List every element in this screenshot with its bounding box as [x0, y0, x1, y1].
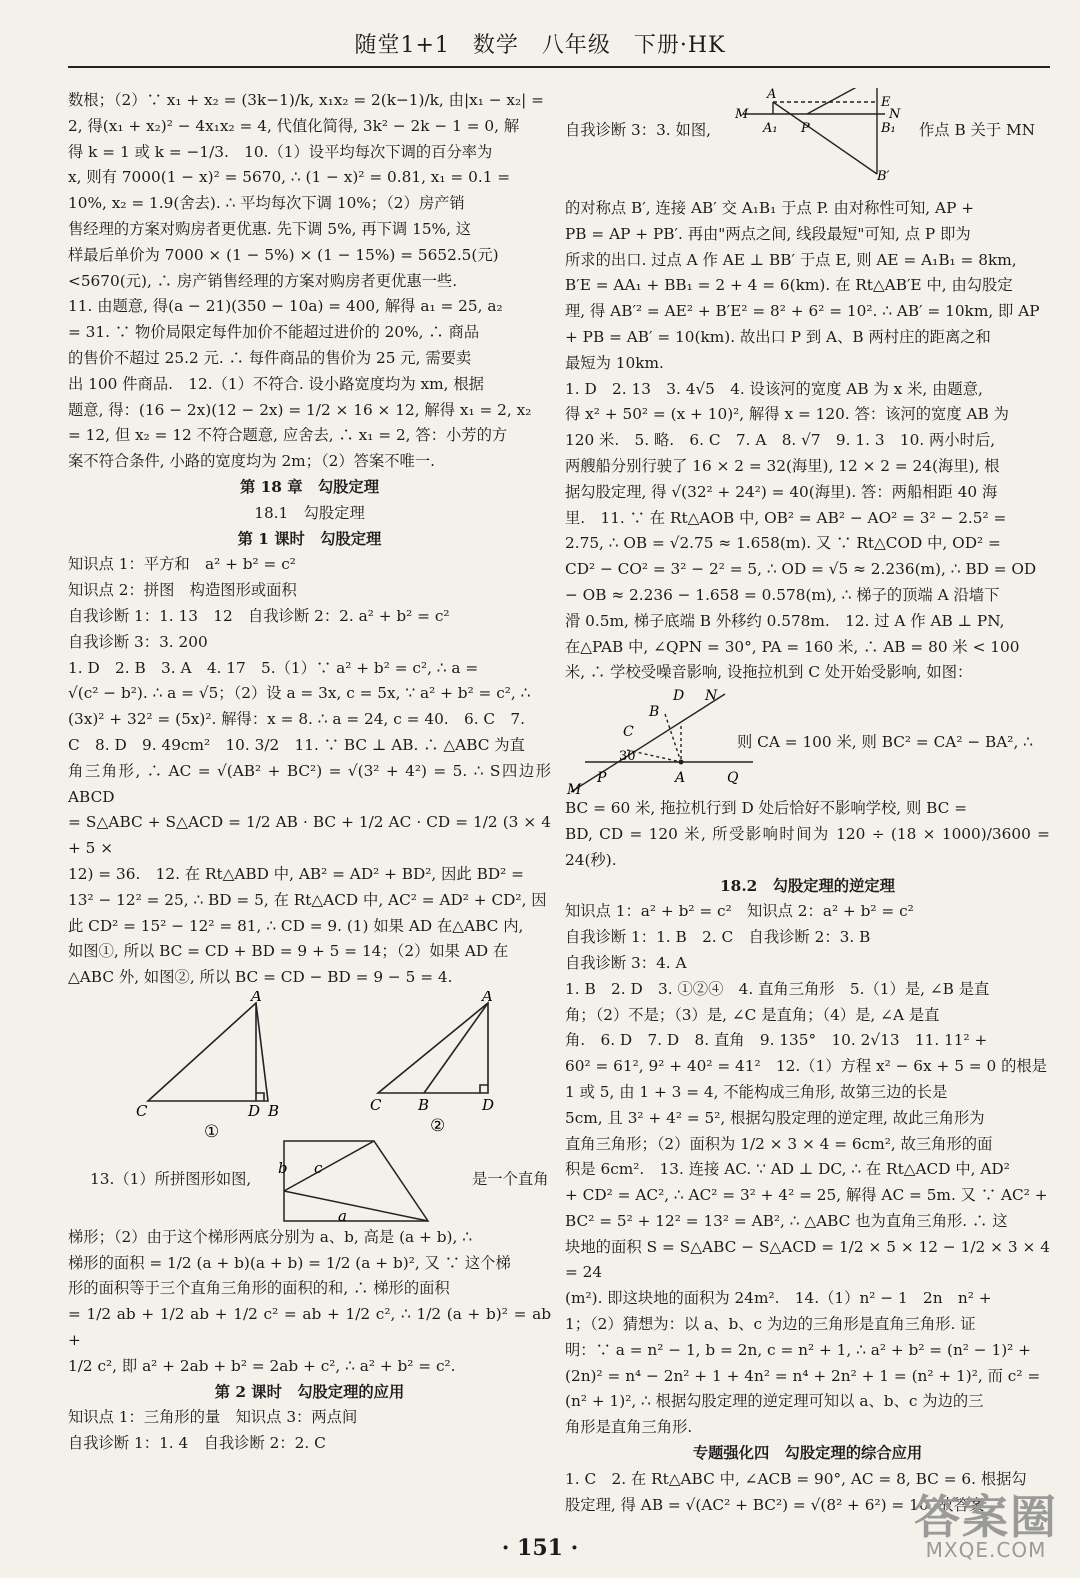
fig1-label-B: B	[268, 1101, 280, 1120]
text-line: 1；（2）猜想为：以 a、b、c 为边的三角形是直角三角形. 证	[565, 1315, 976, 1334]
text-line: 两艘船分别行驶了 16 × 2 = 32(海里), 12 × 2 = 24(海里), 根	[565, 456, 1000, 475]
figure-1	[148, 1003, 268, 1101]
text-line: 积是 6cm². 13. 连接 AC. ∵ AD ⊥ DC, ∴ 在 Rt△ACD 中, AD²	[565, 1160, 1010, 1179]
header-rule	[68, 66, 1050, 68]
text-line: = 1/2 ab + 1/2 ab + 1/2 c² = ab + 1/2 c², ∴ 1/2 (a + b)² = ab +	[68, 1305, 551, 1350]
trap-label-c: c	[314, 1158, 323, 1177]
text-line: 11. 由题意, 得(a − 21)(350 − 10a) = 400, 解得 a₁ = 25, a₂	[68, 297, 503, 316]
mirror-A1: A₁	[763, 121, 778, 136]
mirror-B: B	[873, 75, 883, 90]
text-line: 角三角形, ∴ AC = √(AB² + BC²) = √(3² + 4²) = 5. ∴ S四边形ABCD	[68, 761, 551, 806]
text-line: 知识点 1：a² + b² = c² 知识点 2：a² + b² = c²	[565, 902, 914, 921]
trapezoid-figure	[278, 1139, 478, 1225]
text-line: CD² − CO² = 3² − 2² = 5, ∴ OD = √5 ≈ 2.236(m), ∴ BD = OD	[565, 560, 1037, 579]
text-line: △ABC 外, 如图②, 所以 BC = CD − BD = 9 − 5 = 4.	[68, 968, 453, 987]
section2-title: 18.2 勾股定理的逆定理	[720, 876, 895, 895]
text-line: (2n)² = n⁴ − 2n² + 1 + 4n² = n⁴ + 2n² + 1 = (n² + 1)², 而 c² =	[565, 1366, 1041, 1385]
text-line: 1. D 2. B 3. A 4. 17 5.（1）∵ a² + b² = c², ∴ a =	[68, 658, 479, 677]
trap-label-a: a	[338, 1206, 347, 1225]
text-line: 梯形；（2）由于这个梯形两底分别为 a、b, 高是 (a + b), ∴	[68, 1227, 472, 1246]
text-line: = 31. ∵ 物价局限定每件加价不能超过进价的 20%, ∴ 商品	[68, 323, 480, 342]
text-line: C 8. D 9. 49cm² 10. 3/2 11. ∵ BC ⊥ AB. ∴ △ABC 为直	[68, 735, 525, 754]
text-line: x, 则有 7000(1 − x)² = 5670, ∴ (1 − x)² = 0.81, x₁ = 0.1 =	[68, 168, 511, 187]
figure-2	[378, 1003, 488, 1093]
mirror-M: M	[735, 107, 749, 122]
tractor-B: B	[649, 704, 660, 721]
mirror-E: E	[881, 95, 891, 110]
text-line: 米, ∴ 学校受噪音影响, 设拖拉机到 C 处开始受影响, 如图：	[565, 663, 973, 682]
text-line: B′E = AA₁ + BB₁ = 2 + 4 = 6(km). 在 Rt△AB′E 中, 由勾股定	[565, 276, 1013, 295]
text-line: 售经理的方案对购房者更优惠. 先下调 5%, 再下调 15%, 这	[68, 219, 472, 238]
text-line: 60² = 61², 9² + 40² = 41² 12.（1）方程 x² − 6x + 5 = 0 的根是	[565, 1057, 1047, 1076]
fig1-label-D: D	[248, 1101, 261, 1120]
right-block-1	[565, 196, 1050, 686]
text-line: 知识点 2：拼图 构造图形或面积	[68, 581, 297, 600]
text-line: (m²). 即这块地的面积为 24m². 14.（1）n² − 1 2n n² +	[565, 1289, 992, 1308]
text-line: 1. C 2. 在 Rt△ABC 中, ∠ACB = 90°, AC = 8, BC = 6. 根据勾	[565, 1469, 1027, 1488]
mirror-Bprime: B′	[877, 169, 890, 182]
text-line: (3x)² + 32² = (5x)². 解得：x = 8. ∴ a = 24, c = 40. 6. C 7.	[68, 710, 526, 729]
mirror-B1: B₁	[881, 121, 896, 136]
text-line: 自我诊断 1：1. B 2. C 自我诊断 2：3. B	[565, 928, 871, 947]
fig1-label-A: A	[251, 990, 262, 1005]
text-line: − OB ≈ 2.236 − 1.658 = 0.578(m), ∴ 梯子的顶端 A 沿墙下	[565, 585, 1000, 604]
page-header: 随堂1+1 数学 八年级 下册·HK	[354, 33, 726, 58]
fig2-caption: ②	[430, 1115, 446, 1136]
text-line: 知识点 1：平方和 a² + b² = c²	[68, 555, 296, 574]
text-line: 样最后单价为 7000 × (1 − 5%) × (1 − 15%) = 5652.5(元)	[68, 245, 499, 264]
mirror-row	[565, 75, 1050, 196]
left-block-2	[68, 552, 551, 991]
text-line: 1/2 c², 即 a² + 2ab + b² = 2ab + c², ∴ a² + b² = c².	[68, 1356, 456, 1375]
tractor-M: M	[567, 782, 582, 797]
fig2-label-D: D	[482, 1095, 495, 1114]
text-line: 的售价不超过 25.2 元. ∴ 每件商品的售价为 25 元, 需要卖	[68, 348, 472, 367]
text-line: 所求的出口. 过点 A 作 AE ⊥ BB′ 于点 E, 则 AE = A₁B₁ = 8km,	[565, 250, 1017, 269]
text-line: 得 k = 1 或 k = −1/3. 10.（1）设平均每次下调的百分率为	[68, 142, 493, 161]
text-line: 自我诊断 3：3. 200	[68, 632, 208, 651]
fig1-label-C: C	[136, 1101, 148, 1120]
text-line: 10%, x₂ = 1.9(舍去). ∴ 平均每次下调 10%；（2）房产销	[68, 194, 465, 213]
left-column	[68, 88, 551, 1528]
left-block-4	[68, 1405, 551, 1457]
text-line: 自我诊断 1：1. 4 自我诊断 2：2. C	[68, 1434, 326, 1453]
q3-tail: 作点 B 关于 MN	[919, 121, 1036, 139]
text-line: 12) = 36. 12. 在 Rt△ABD 中, AB² = AD² + BD², 因此 BD² =	[68, 864, 524, 883]
left-block-3	[68, 1225, 551, 1380]
text-line: 知识点 1：三角形的量 知识点 3：两点间	[68, 1408, 358, 1427]
text-line: + CD² = AC², ∴ AC² = 3² + 4² = 25, 解得 AC = 5m. 又 ∵ AC² +	[565, 1186, 1048, 1205]
right-column	[565, 75, 1050, 1528]
tractor-C: C	[623, 724, 634, 741]
tractor-figure	[565, 686, 755, 796]
text-line: 里. 11. ∵ 在 Rt△AOB 中, OB² = AB² − AO² = 3² − 2.5² =	[565, 508, 1007, 527]
triangle-figures	[68, 991, 551, 1139]
q13-tail: 是一个直角	[472, 1169, 549, 1188]
text-line: 角形是直角三角形.	[565, 1418, 693, 1437]
watermark-url: MXQE.COM	[925, 1538, 1047, 1562]
right-block-3	[565, 899, 1050, 1441]
text-line: 滑 0.5m, 梯子底端 B 外移约 0.578m. 12. 过 A 作 AB ⊥ PN,	[565, 611, 1005, 630]
text-line: 的对称点 B′, 连接 AB′ 交 A₁B₁ 于点 P. 由对称性可知, AP +	[565, 199, 975, 217]
text-line: 1. D 2. 13 3. 4√5 4. 设该河的宽度 AB 为 x 米, 由题意,	[565, 379, 983, 398]
text-line: 5cm, 且 3² + 4² = 5², 根据勾股定理的逆定理, 故此三角形为	[565, 1108, 985, 1127]
chapter-title: 第 18 章 勾股定理	[239, 477, 380, 496]
section3-title: 专题强化四 勾股定理的综合应用	[692, 1444, 923, 1463]
q13-head: 13.（1）所拼图形如图,	[90, 1169, 252, 1188]
text-line: 2, 得(x₁ + x₂)² − 4x₁x₂ = 4, 代值化简得, 3k² − 2k − 1 = 0, 解	[68, 116, 520, 135]
lesson-title: 第 1 课时 勾股定理	[237, 529, 382, 548]
tractor-Q: Q	[727, 770, 739, 787]
text-line: 案不符合条件, 小路的宽度均为 2m；（2）答案不唯一.	[68, 452, 436, 471]
text-line: 在△PAB 中, ∠QPN = 30°, PA = 160 米, ∴ AB = 80 米 < 100	[565, 637, 1020, 656]
text-line: 股定理, 得 AB = √(AC² + BC²) = √(8² + 6²) = 10, 故答案	[565, 1495, 985, 1514]
text-line: PB = AP + PB′. 再由"两点之间, 线段最短"可知, 点 P 即为	[565, 224, 971, 243]
text-line: 最短为 10km.	[565, 353, 664, 372]
q3-head: 自我诊断 3：3. 如图,	[565, 121, 711, 139]
tractor-D: D	[673, 688, 685, 705]
mirror-P: P	[801, 121, 810, 136]
text-line: + PB = AB′ = 10(km). 故出口 P 到 A、B 两村庄的距离之和	[565, 327, 991, 346]
left-block-1	[68, 88, 551, 475]
fig2-label-B: B	[418, 1095, 430, 1114]
text-line: 自我诊断 1：1. 13 12 自我诊断 2：2. a² + b² = c²	[68, 606, 450, 625]
mirror-A: A	[767, 87, 777, 102]
text-line: <5670(元), ∴ 房产销售经理的方案对购房者更优惠一些.	[68, 271, 458, 290]
mirror-N: N	[889, 107, 901, 122]
text-line: 得 x² + 50² = (x + 10)², 解得 x = 120. 答：该河的宽度 AB 为	[565, 405, 1009, 424]
fig2-label-C: C	[370, 1095, 382, 1114]
right-block-2	[565, 796, 1050, 873]
text-line: BC² = 5² + 12² = 13² = AB², ∴ △ABC 也为直角三角形. ∴ 这	[565, 1211, 1008, 1230]
tractor-row	[565, 686, 1050, 796]
page-number: · 151 ·	[501, 1535, 579, 1561]
text-line: 角；（2）不是；（3）是, ∠C 是直角；（4）是, ∠A 是直	[565, 1005, 940, 1024]
text-line: 自我诊断 3：4. A	[565, 953, 687, 972]
watermark-logo	[914, 1490, 1058, 1562]
section-title: 18.1 勾股定理	[254, 503, 365, 522]
text-line: 块地的面积 S = S△ABC − S△ACD = 1/2 × 5 × 12 − 1/2 × 3 × 4 = 24	[565, 1237, 1050, 1282]
fig2-label-A: A	[482, 990, 493, 1005]
text-line: (n² + 1)², ∴ 根据勾股定理的逆定理可知以 a、b、c 为边的三	[565, 1392, 984, 1411]
trapezoid-row	[68, 1139, 551, 1225]
text-line: 1. B 2. D 3. ①②④ 4. 直角三角形 5.（1）是, ∠B 是直	[565, 979, 990, 998]
text-line: 13² − 12² = 25, ∴ BD = 5, 在 Rt△ACD 中, AC² = AD² + CD², 因	[68, 890, 547, 909]
text-line: √(c² − b²). ∴ a = √5；（2）设 a = 3x, c = 5x, ∵ a² + b² = c², ∴	[68, 684, 531, 703]
q12-after-figure: 则 CA = 100 米, 则 BC² = CA² − BA², ∴	[737, 733, 1033, 752]
text-line: 2.75, ∴ OB = √2.75 ≈ 1.658(m). 又 ∵ Rt△COD 中, OD² =	[565, 534, 1001, 553]
text-line: BC = 60 米, 拖拉机行到 D 处后恰好不影响学校, 则 BC =	[565, 799, 968, 818]
text-line: 形的面积等于三个直角三角形的面积的和, ∴ 梯形的面积	[68, 1279, 450, 1298]
mirror-figure	[735, 75, 915, 182]
text-line: 题意, 得：(16 − 2x)(12 − 2x) = 1/2 × 16 × 12, 解得 x₁ = 2, x₂	[68, 400, 532, 419]
text-line: 出 100 件商品. 12.（1）不符合. 设小路宽度均为 xm, 根据	[68, 374, 484, 393]
tractor-angle: 30	[619, 749, 636, 765]
text-line: 明：∵ a = n² − 1, b = 2n, c = n² + 1, ∴ a² + b² = (n² − 1)² +	[565, 1340, 1031, 1359]
trap-label-b: b	[278, 1158, 288, 1177]
text-line: 120 米. 5. 略. 6. C 7. A 8. √7 9. 1. 3 10. 两小时后,	[565, 431, 996, 450]
text-line: 1 或 5, 由 1 + 3 = 4, 不能构成三角形, 故第三边的长是	[565, 1082, 948, 1101]
text-line: BD, CD = 120 米, 所受影响时间为 120 ÷ (18 × 1000)/3600 = 24(秒).	[565, 824, 1050, 869]
text-line: 角. 6. D 7. D 8. 直角 9. 135° 10. 2√13 11. 11² +	[565, 1031, 988, 1050]
text-line: = S△ABC + S△ACD = 1/2 AB · BC + 1/2 AC · CD = 1/2 (3 × 4 + 5 ×	[68, 813, 551, 858]
text-line: 梯形的面积 = 1/2 (a + b)(a + b) = 1/2 (a + b)², 又 ∵ 这个梯	[68, 1253, 511, 1272]
tractor-A: A	[675, 770, 686, 787]
text-line: = 12, 但 x₂ = 12 不符合题意, 应舍去, ∴ x₁ = 2, 答：小芳的方	[68, 426, 508, 445]
text-line: 直角三角形；（2）面积为 1/2 × 3 × 4 = 6cm², 故三角形的面	[565, 1134, 993, 1153]
watermark-text: 答案圈	[914, 1490, 1058, 1544]
tractor-P: P	[597, 770, 607, 787]
text-line: 此 CD² = 15² − 12² = 81, ∴ CD = 9. (1) 如果 AD 在△ABC 内,	[68, 916, 524, 935]
tractor-N: N	[705, 688, 718, 705]
text-line: 据勾股定理, 得 √(32² + 24²) = 40(海里). 答：两船相距 40 海	[565, 482, 998, 501]
fig1-caption: ①	[204, 1121, 220, 1139]
text-line: 如图①, 所以 BC = CD + BD = 9 + 5 = 14；（2）如果 AD 在	[68, 942, 509, 961]
lesson2-title: 第 2 课时 勾股定理的应用	[214, 1382, 405, 1401]
text-line: 理, 得 AB′² = AE² + B′E² = 8² + 6² = 10². ∴ AB′ = 10km, 即 AP	[565, 302, 1040, 321]
text-line: 数根；（2）∵ x₁ + x₂ = (3k−1)/k, x₁x₂ = 2(k−1)/k, 由|x₁ − x₂| =	[68, 91, 545, 109]
